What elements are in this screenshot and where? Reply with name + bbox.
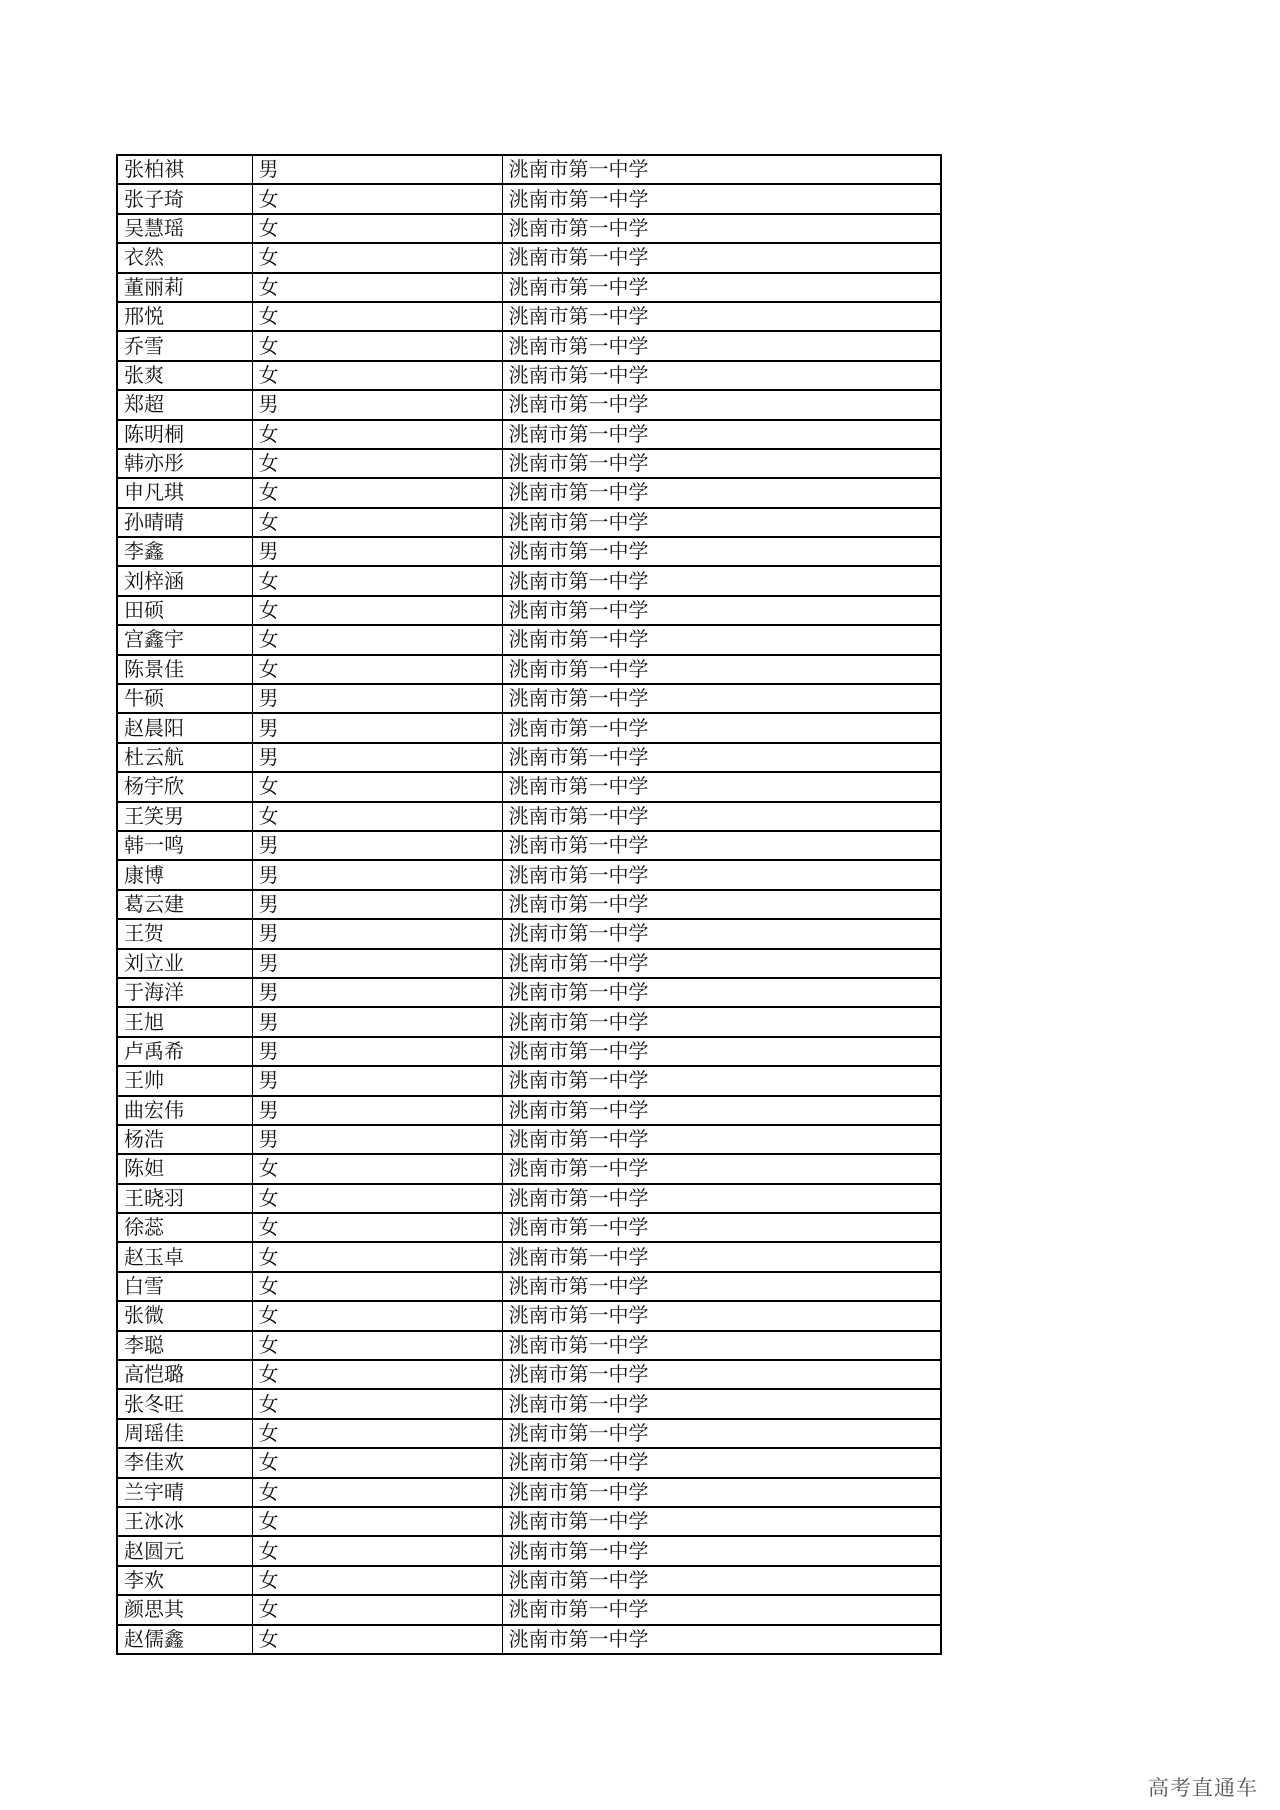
table-row <box>117 860 941 889</box>
table-row <box>117 214 941 243</box>
student-name-cell: 徐蕊 <box>117 1213 252 1242</box>
table-row <box>117 184 941 213</box>
table-row <box>117 1213 941 1242</box>
student-name-cell: 李佳欢 <box>117 1448 252 1477</box>
gender-cell: 男 <box>252 919 502 948</box>
school-cell: 洮南市第一中学 <box>502 1331 941 1360</box>
school-cell: 洮南市第一中学 <box>502 1507 941 1536</box>
gender-cell: 女 <box>252 566 502 595</box>
table-row <box>117 1448 941 1477</box>
school-cell: 洮南市第一中学 <box>502 831 941 860</box>
gender-cell: 女 <box>252 449 502 478</box>
gender-cell: 男 <box>252 1066 502 1095</box>
gender-cell: 女 <box>252 802 502 831</box>
gender-cell: 女 <box>252 243 502 272</box>
student-name-cell: 吴慧瑶 <box>117 214 252 243</box>
student-name-cell: 李欢 <box>117 1566 252 1595</box>
table-row <box>117 949 941 978</box>
table-row <box>117 1566 941 1595</box>
table-row <box>117 772 941 801</box>
student-name-cell: 申凡琪 <box>117 478 252 507</box>
table-row <box>117 478 941 507</box>
school-cell: 洮南市第一中学 <box>502 1125 941 1154</box>
student-name-cell: 董丽莉 <box>117 273 252 302</box>
school-cell: 洮南市第一中学 <box>502 1595 941 1624</box>
student-name-cell: 白雪 <box>117 1272 252 1301</box>
student-name-cell: 乔雪 <box>117 331 252 360</box>
gender-cell: 男 <box>252 1125 502 1154</box>
school-cell: 洮南市第一中学 <box>502 302 941 331</box>
school-cell: 洮南市第一中学 <box>502 743 941 772</box>
student-name-cell: 卢禹希 <box>117 1037 252 1066</box>
watermark-text: 高考直通车 <box>1148 1776 1258 1800</box>
school-cell: 洮南市第一中学 <box>502 1037 941 1066</box>
school-cell: 洮南市第一中学 <box>502 508 941 537</box>
school-cell: 洮南市第一中学 <box>502 1066 941 1095</box>
table-row <box>117 1125 941 1154</box>
student-name-cell: 王旭 <box>117 1007 252 1036</box>
gender-cell: 女 <box>252 1272 502 1301</box>
school-cell: 洮南市第一中学 <box>502 537 941 566</box>
table-row <box>117 1389 941 1418</box>
school-cell: 洮南市第一中学 <box>502 1566 941 1595</box>
table-row <box>117 1507 941 1536</box>
student-name-cell: 赵儒鑫 <box>117 1625 252 1654</box>
gender-cell: 女 <box>252 273 502 302</box>
school-cell: 洮南市第一中学 <box>502 243 941 272</box>
school-cell: 洮南市第一中学 <box>502 625 941 654</box>
school-cell: 洮南市第一中学 <box>502 420 941 449</box>
table-row <box>117 155 941 184</box>
table-row <box>117 302 941 331</box>
school-cell: 洮南市第一中学 <box>502 1301 941 1330</box>
gender-cell: 女 <box>252 184 502 213</box>
gender-cell: 女 <box>252 361 502 390</box>
table-row <box>117 537 941 566</box>
table-row <box>117 831 941 860</box>
gender-cell: 男 <box>252 978 502 1007</box>
student-name-cell: 韩亦彤 <box>117 449 252 478</box>
table-row <box>117 331 941 360</box>
gender-cell: 女 <box>252 1301 502 1330</box>
gender-cell: 男 <box>252 713 502 742</box>
table-row <box>117 566 941 595</box>
student-name-cell: 牛硕 <box>117 684 252 713</box>
gender-cell: 女 <box>252 1566 502 1595</box>
student-name-cell: 田硕 <box>117 596 252 625</box>
table-row <box>117 978 941 1007</box>
gender-cell: 女 <box>252 1331 502 1360</box>
student-name-cell: 王帅 <box>117 1066 252 1095</box>
school-cell: 洮南市第一中学 <box>502 1360 941 1389</box>
gender-cell: 女 <box>252 214 502 243</box>
gender-cell: 女 <box>252 596 502 625</box>
student-name-cell: 赵晨阳 <box>117 713 252 742</box>
student-name-cell: 张爽 <box>117 361 252 390</box>
table-row <box>117 1154 941 1183</box>
student-name-cell: 郑超 <box>117 390 252 419</box>
gender-cell: 女 <box>252 1184 502 1213</box>
student-name-cell: 王冰冰 <box>117 1507 252 1536</box>
gender-cell: 男 <box>252 890 502 919</box>
table-row <box>117 1595 941 1624</box>
school-cell: 洮南市第一中学 <box>502 331 941 360</box>
gender-cell: 女 <box>252 478 502 507</box>
table-row <box>117 420 941 449</box>
school-cell: 洮南市第一中学 <box>502 949 941 978</box>
school-cell: 洮南市第一中学 <box>502 566 941 595</box>
school-cell: 洮南市第一中学 <box>502 214 941 243</box>
student-name-cell: 颜思其 <box>117 1595 252 1624</box>
gender-cell: 女 <box>252 1213 502 1242</box>
table-row <box>117 361 941 390</box>
school-cell: 洮南市第一中学 <box>502 919 941 948</box>
gender-cell: 女 <box>252 1154 502 1183</box>
table-row <box>117 1419 941 1448</box>
school-cell: 洮南市第一中学 <box>502 890 941 919</box>
table-row <box>117 1184 941 1213</box>
school-cell: 洮南市第一中学 <box>502 390 941 419</box>
student-name-cell: 杨浩 <box>117 1125 252 1154</box>
table-row <box>117 1331 941 1360</box>
student-name-cell: 李聪 <box>117 1331 252 1360</box>
table-row <box>117 1242 941 1271</box>
school-cell: 洮南市第一中学 <box>502 361 941 390</box>
table-row <box>117 1037 941 1066</box>
student-roster-table <box>116 154 942 1655</box>
gender-cell: 女 <box>252 1536 502 1565</box>
gender-cell: 男 <box>252 155 502 184</box>
gender-cell: 男 <box>252 390 502 419</box>
school-cell: 洮南市第一中学 <box>502 1184 941 1213</box>
school-cell: 洮南市第一中学 <box>502 802 941 831</box>
school-cell: 洮南市第一中学 <box>502 1536 941 1565</box>
table-row <box>117 243 941 272</box>
table-row <box>117 1301 941 1330</box>
gender-cell: 女 <box>252 1478 502 1507</box>
student-name-cell: 陈妲 <box>117 1154 252 1183</box>
gender-cell: 女 <box>252 1389 502 1418</box>
gender-cell: 女 <box>252 331 502 360</box>
gender-cell: 女 <box>252 1360 502 1389</box>
table-row <box>117 508 941 537</box>
table-row <box>117 1536 941 1565</box>
table-row <box>117 390 941 419</box>
gender-cell: 男 <box>252 1096 502 1125</box>
table-row <box>117 596 941 625</box>
student-name-cell: 杨宇欣 <box>117 772 252 801</box>
table-row <box>117 655 941 684</box>
gender-cell: 女 <box>252 302 502 331</box>
student-name-cell: 李鑫 <box>117 537 252 566</box>
student-name-cell: 张冬旺 <box>117 1389 252 1418</box>
school-cell: 洮南市第一中学 <box>502 1154 941 1183</box>
gender-cell: 女 <box>252 420 502 449</box>
student-name-cell: 张微 <box>117 1301 252 1330</box>
table-row <box>117 684 941 713</box>
school-cell: 洮南市第一中学 <box>502 478 941 507</box>
table-row <box>117 1272 941 1301</box>
student-name-cell: 张柏祺 <box>117 155 252 184</box>
school-cell: 洮南市第一中学 <box>502 1213 941 1242</box>
table-row <box>117 1007 941 1036</box>
student-name-cell: 陈明桐 <box>117 420 252 449</box>
gender-cell: 男 <box>252 860 502 889</box>
school-cell: 洮南市第一中学 <box>502 978 941 1007</box>
gender-cell: 女 <box>252 1625 502 1654</box>
student-name-cell: 衣然 <box>117 243 252 272</box>
table-row <box>117 743 941 772</box>
school-cell: 洮南市第一中学 <box>502 449 941 478</box>
gender-cell: 女 <box>252 772 502 801</box>
gender-cell: 女 <box>252 1448 502 1477</box>
roster-body <box>117 155 941 1654</box>
school-cell: 洮南市第一中学 <box>502 155 941 184</box>
school-cell: 洮南市第一中学 <box>502 1007 941 1036</box>
school-cell: 洮南市第一中学 <box>502 1242 941 1271</box>
school-cell: 洮南市第一中学 <box>502 684 941 713</box>
student-name-cell: 于海洋 <box>117 978 252 1007</box>
student-name-cell: 康博 <box>117 860 252 889</box>
table-row <box>117 1478 941 1507</box>
school-cell: 洮南市第一中学 <box>502 1448 941 1477</box>
school-cell: 洮南市第一中学 <box>502 1419 941 1448</box>
table-row <box>117 273 941 302</box>
school-cell: 洮南市第一中学 <box>502 1272 941 1301</box>
school-cell: 洮南市第一中学 <box>502 772 941 801</box>
school-cell: 洮南市第一中学 <box>502 273 941 302</box>
gender-cell: 男 <box>252 831 502 860</box>
table-row <box>117 802 941 831</box>
student-name-cell: 陈景佳 <box>117 655 252 684</box>
school-cell: 洮南市第一中学 <box>502 1478 941 1507</box>
table-row <box>117 1360 941 1389</box>
gender-cell: 女 <box>252 1242 502 1271</box>
student-name-cell: 王笑男 <box>117 802 252 831</box>
school-cell: 洮南市第一中学 <box>502 860 941 889</box>
student-name-cell: 兰宇晴 <box>117 1478 252 1507</box>
student-name-cell: 赵玉卓 <box>117 1242 252 1271</box>
student-name-cell: 刘立业 <box>117 949 252 978</box>
student-name-cell: 王贺 <box>117 919 252 948</box>
student-name-cell: 曲宏伟 <box>117 1096 252 1125</box>
school-cell: 洮南市第一中学 <box>502 184 941 213</box>
table-row <box>117 625 941 654</box>
table-row <box>117 890 941 919</box>
student-name-cell: 葛云建 <box>117 890 252 919</box>
student-name-cell: 宫鑫宇 <box>117 625 252 654</box>
student-name-cell: 高恺璐 <box>117 1360 252 1389</box>
table-row <box>117 1096 941 1125</box>
school-cell: 洮南市第一中学 <box>502 655 941 684</box>
gender-cell: 女 <box>252 1507 502 1536</box>
gender-cell: 女 <box>252 1595 502 1624</box>
school-cell: 洮南市第一中学 <box>502 1389 941 1418</box>
gender-cell: 男 <box>252 743 502 772</box>
gender-cell: 男 <box>252 537 502 566</box>
school-cell: 洮南市第一中学 <box>502 596 941 625</box>
student-name-cell: 刘梓涵 <box>117 566 252 595</box>
student-name-cell: 邢悦 <box>117 302 252 331</box>
table-row <box>117 1066 941 1095</box>
student-name-cell: 张子琦 <box>117 184 252 213</box>
student-name-cell: 赵圆元 <box>117 1536 252 1565</box>
school-cell: 洮南市第一中学 <box>502 1096 941 1125</box>
student-name-cell: 韩一鸣 <box>117 831 252 860</box>
table-row <box>117 1625 941 1654</box>
gender-cell: 女 <box>252 625 502 654</box>
student-name-cell: 孙晴晴 <box>117 508 252 537</box>
student-name-cell: 周瑶佳 <box>117 1419 252 1448</box>
school-cell: 洮南市第一中学 <box>502 1625 941 1654</box>
gender-cell: 男 <box>252 949 502 978</box>
student-name-cell: 王晓羽 <box>117 1184 252 1213</box>
gender-cell: 男 <box>252 1037 502 1066</box>
school-cell: 洮南市第一中学 <box>502 713 941 742</box>
gender-cell: 男 <box>252 684 502 713</box>
gender-cell: 男 <box>252 1007 502 1036</box>
gender-cell: 女 <box>252 655 502 684</box>
table-row <box>117 713 941 742</box>
table-row <box>117 449 941 478</box>
table-row <box>117 919 941 948</box>
gender-cell: 女 <box>252 1419 502 1448</box>
student-name-cell: 杜云航 <box>117 743 252 772</box>
gender-cell: 女 <box>252 508 502 537</box>
